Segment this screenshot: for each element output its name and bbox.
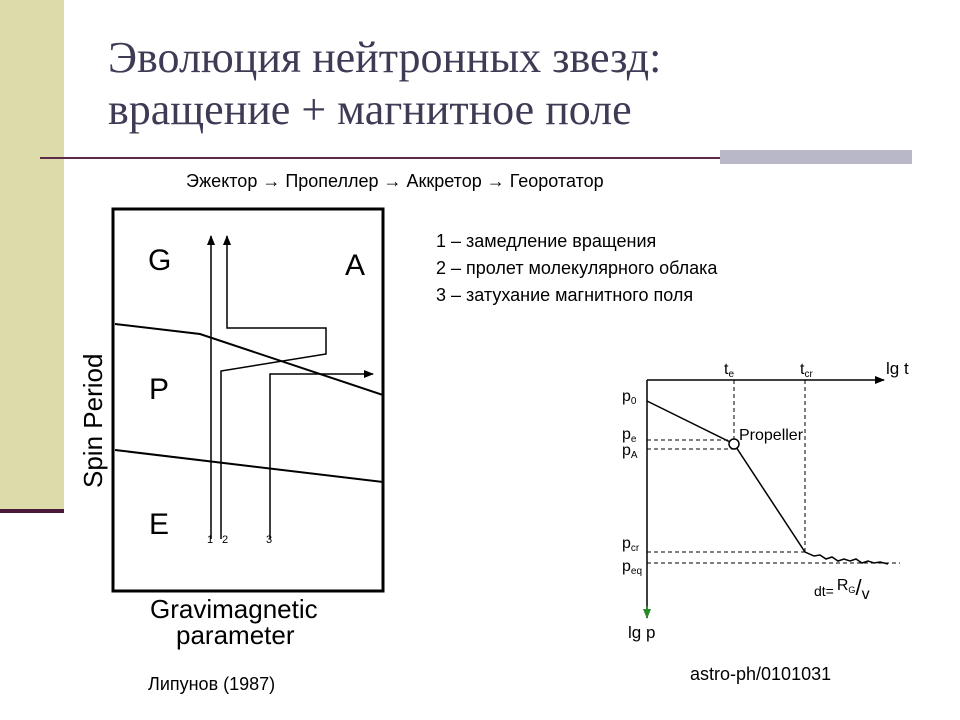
p-label-eq: peq <box>622 558 643 577</box>
t-label-e: te <box>724 361 735 380</box>
track-label-2: 2 <box>222 534 229 546</box>
formula: $dt= R_G/v$ <box>814 575 870 603</box>
track-legend <box>436 228 717 309</box>
right-evolution-diagram <box>618 356 912 648</box>
time-axis-label: lg t <box>886 359 909 378</box>
slide-title <box>108 32 908 136</box>
p-label-a: pA <box>622 442 638 461</box>
caption-left: Липунов (1987) <box>148 674 276 694</box>
p-label-0: p0 <box>622 388 637 407</box>
track-label-1: 1 <box>207 534 214 546</box>
legend-item-2: 2 – пролет молекулярного облака <box>436 258 718 278</box>
region-label-e: E <box>149 508 170 541</box>
left-diagram-background <box>80 206 386 652</box>
region-label-g: G <box>148 244 172 277</box>
title-accent-bar <box>720 150 912 164</box>
p-label-cr: pcr <box>622 535 640 554</box>
legend-item-1: 1 – замедление вращения <box>436 231 657 251</box>
region-label-a: A <box>345 249 366 282</box>
t-label-cr: tcr <box>800 361 813 380</box>
y-axis-label: Spin Period <box>78 353 108 488</box>
left-decorative-bar <box>0 0 64 512</box>
x-axis-label-line-2: parameter <box>176 620 295 650</box>
region-label-p: P <box>149 373 170 406</box>
legend-item-3: 3 – затухание магнитного поля <box>436 285 694 305</box>
left-evolution-diagram <box>80 206 386 652</box>
p-label-e: pe <box>622 426 637 445</box>
period-axis-label: lg p <box>628 623 656 642</box>
x-axis-label-line-1: Gravimagnetic <box>150 594 318 624</box>
track-label-3: 3 <box>266 534 273 546</box>
title-line-2: вращение + магнитное поле <box>108 85 632 134</box>
right-diagram-background <box>618 356 912 648</box>
propeller-point <box>729 439 739 449</box>
caption-right: astro-ph/0101031 <box>690 664 832 684</box>
propeller-label: Propeller <box>739 427 804 444</box>
evolution-chain: Эжектор → Пропеллер → Аккретор → Георотатор <box>186 171 604 191</box>
left-bar-accent-line <box>0 509 64 513</box>
title-line-1: Эволюция нейтронных звезд: <box>108 33 662 82</box>
